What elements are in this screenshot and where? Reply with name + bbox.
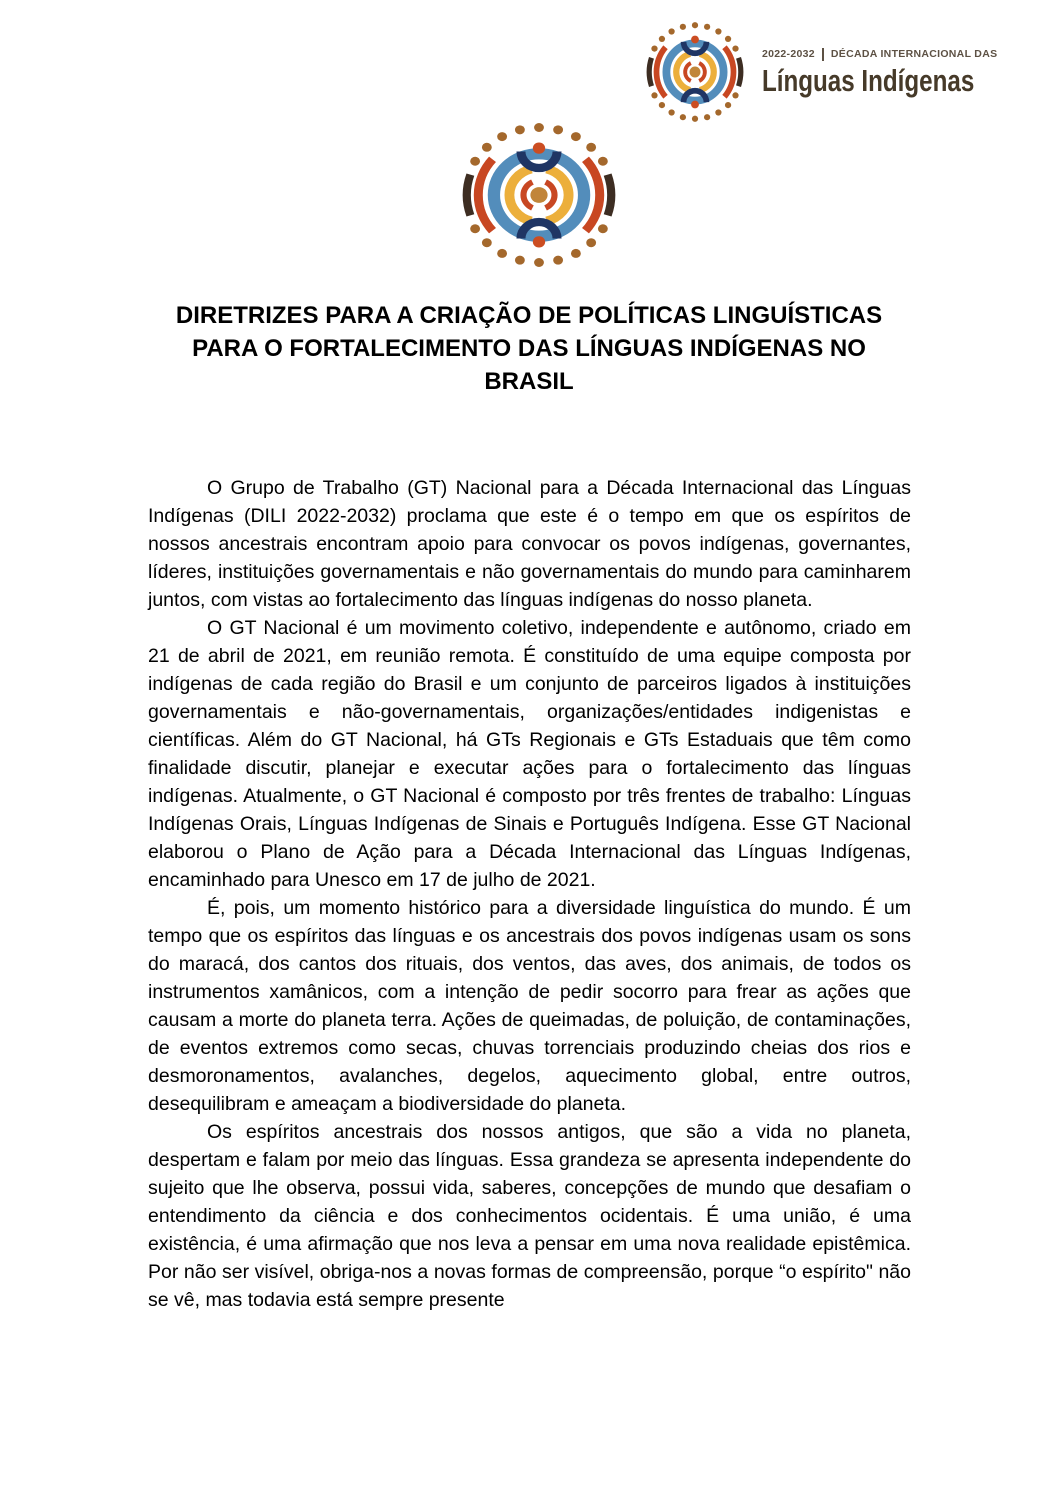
title-line-1: DIRETRIZES PARA A CRIAÇÃO DE POLÍTICAS LINGUÍSTICAS xyxy=(175,302,883,329)
paragraph-3: É, pois, um momento histórico para a diversidade linguística do mundo. É um tempo que os espíritos das línguas e os ancestrais dos povos indígenas usam os sons do maracá, dos cantos dos rituais, dos ventos, das aves, dos animais, de todos os instrumentos xamânicos, com a intenção de pedir socorro para frear as ações que causam a morte do planeta terra. Ações de queimadas, de poluição, de contaminações, de eventos extremos como secas, chuvas torrenciais produzindo cheias dos rios e desmoronamentos, avalanches, degelos, aquecimento global, entre outros, desequilibram e ameaçam a biodiversidade do planeta. xyxy=(148,897,911,1115)
idil-logo-icon xyxy=(638,20,752,124)
brand-caption-row xyxy=(762,48,1034,61)
brand-caption: DÉCADA INTERNACIONAL DAS xyxy=(830,48,998,60)
paragraph-1: O Grupo de Trabalho (GT) Nacional para a Década Internacional das Línguas Indígenas (DILI 2022-2032) proclama que este é o tempo em que os espíritos de nossos ancestrais encontram apoio para convocar os povos indígenas, governantes, líderes, instituições governamentais e não governamentais do mundo para caminharem juntos, com vistas ao fortalecimento das línguas indígenas do nosso planeta. xyxy=(148,477,911,611)
title-line-2: PARA O FORTALECIMENTO DAS LÍNGUAS INDÍGENAS NO xyxy=(192,335,866,362)
document-body xyxy=(148,474,911,1314)
paragraph-2: O GT Nacional é um movimento coletivo, independente e autônomo, criado em 21 de abril de 2021, em reunião remota. É constituído de uma equipe composta por indígenas de cada região do Brasil e um conjunto de parceiros ligados à instituições governamentais e não-governamentais, organizações/entidades indigenistas e científicas. Além do GT Nacional, há GTs Regionais e GTs Estaduais que têm como finalidade discutir, planejar e executar ações para o fortalecimento das línguas indígenas. Atualmente, o GT Nacional é composto por três frentes de trabalho: Línguas Indígenas Orais, Línguas Indígenas de Sinais e Português Indígena. Esse GT Nacional elaborou o Plano de Ação para a Década Internacional das Línguas Indígenas, encaminhado para Unesco em 17 de julho de 2021. xyxy=(148,617,911,891)
idil-emblem-icon xyxy=(457,120,621,270)
brand-wordmark xyxy=(762,46,1034,99)
brand-years: 2022-2032 xyxy=(762,48,815,60)
document-title xyxy=(79,299,979,398)
brand-name: Línguas Indígenas xyxy=(762,62,975,98)
title-line-3: BRASIL xyxy=(484,368,574,395)
paragraph-4: Os espíritos ancestrais dos nossos antigos, que são a vida no planeta, despertam e falam por meio das línguas. Essa grandeza se apresenta independente do sujeito que lhe observa, possui vida, saberes, concepções de mundo que desafiam o entendimento da ciência e dos conhecimentos ocidentais. É uma união, é uma existência, é uma afirmação que nos leva a pensar em uma nova realidade epistêmica. Por não ser visível, obriga-nos a novas formas de compreensão, porque “o espírito" não se vê, mas todavia está sempre presente xyxy=(148,1121,911,1311)
header-brand xyxy=(638,20,1034,124)
divider-bar xyxy=(822,48,824,61)
